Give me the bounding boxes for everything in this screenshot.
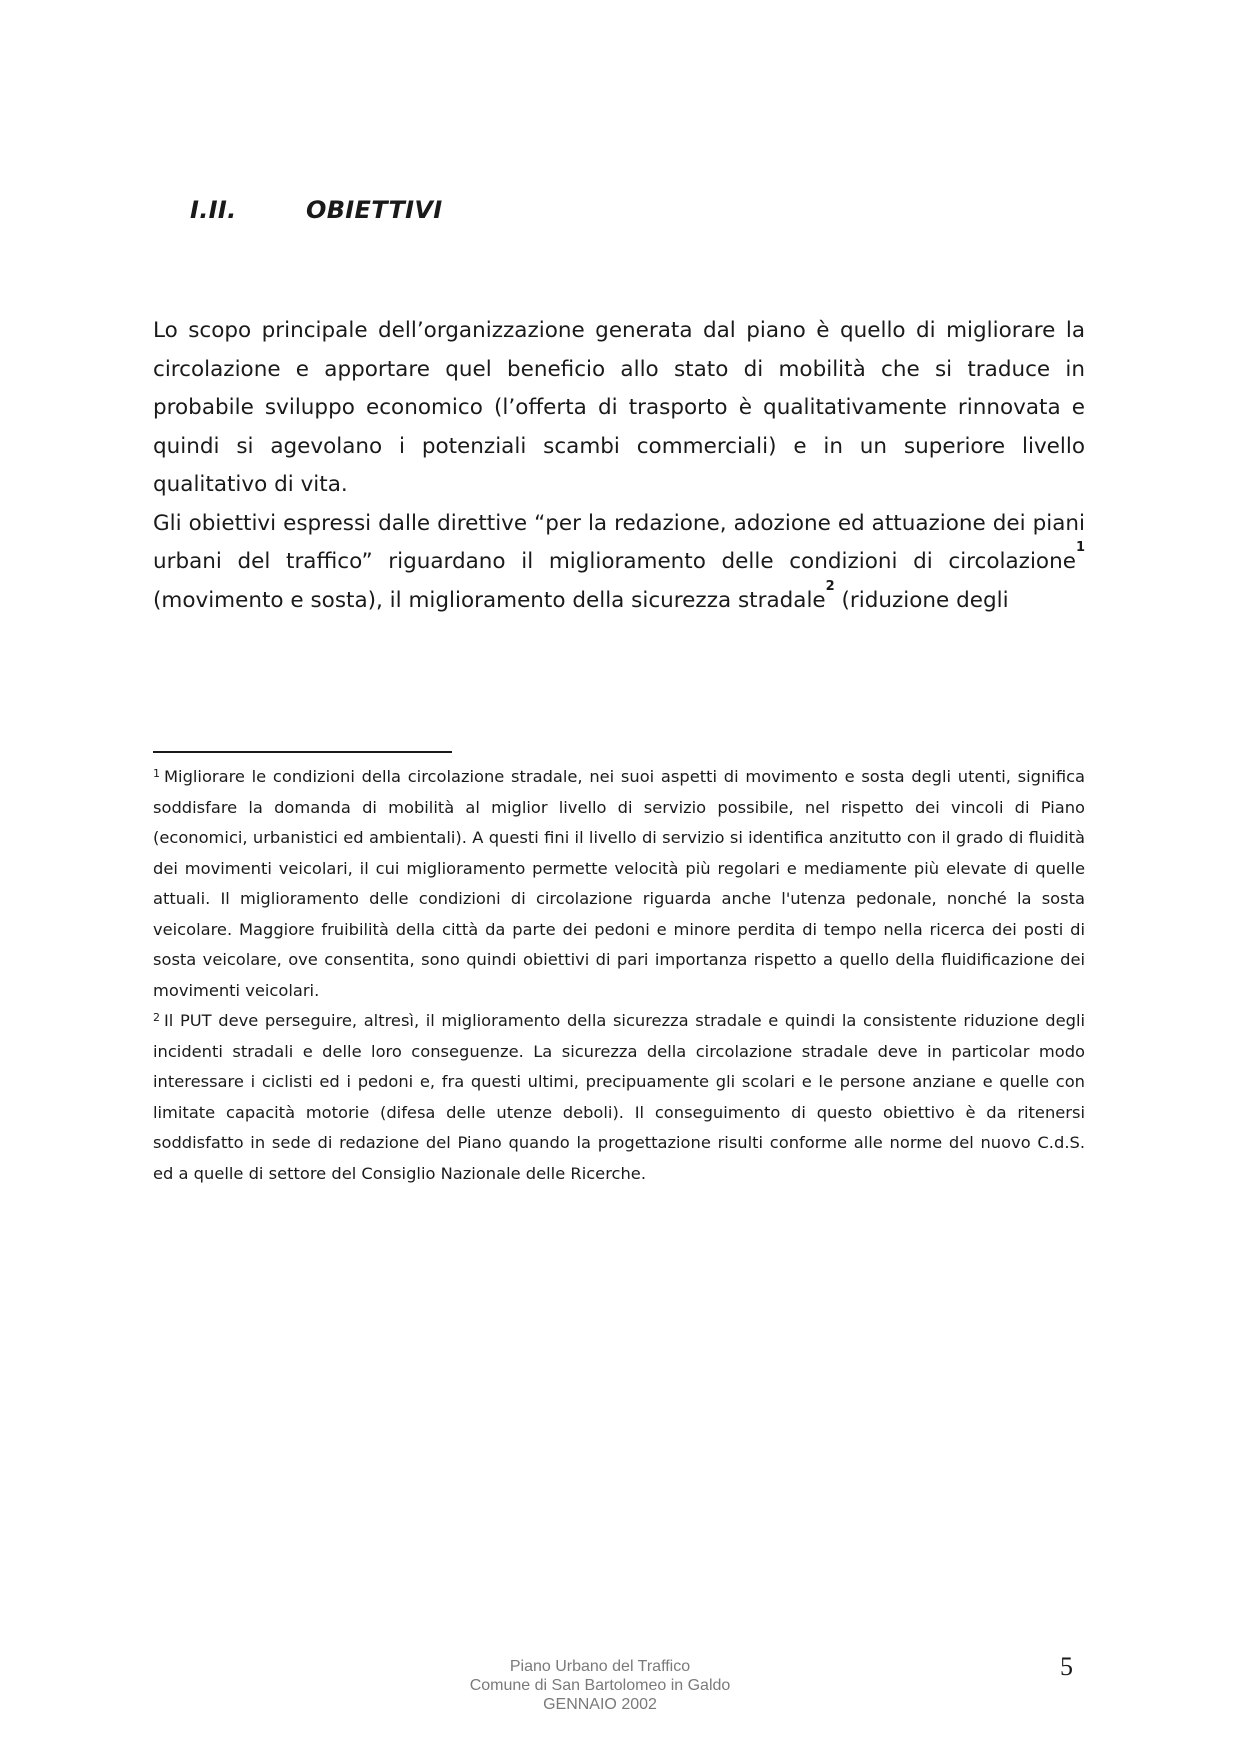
body-paragraph-2-part-1: Gli obiettivi espressi dalle direttive “per la redazione, adozione ed attuazione dei piani urbani del traffico” riguardano il miglioramento delle condizioni di circolazione bbox=[153, 510, 1085, 574]
footnote-1-mark: 1 bbox=[153, 767, 160, 780]
body-paragraph-2 bbox=[153, 505, 1085, 621]
body-paragraph-2-part-2: (movimento e sosta), il miglioramento della sicurezza stradale bbox=[153, 587, 826, 613]
footer-line-2: Comune di San Bartolomeo in Galdo bbox=[469, 1677, 731, 1694]
footnote-2-mark: 2 bbox=[153, 1011, 160, 1024]
footnote-1 bbox=[153, 762, 1085, 1006]
body-paragraph-2-part-3: (riduzione degli bbox=[834, 587, 1009, 613]
section-number: I.II. bbox=[190, 196, 237, 224]
footnote-2-text: Il PUT deve perseguire, altresì, il miglioramento della sicurezza stradale e quindi la consistente riduzione degli incidenti stradali e delle loro conseguenze. La sicurezza della circolazione stradale deve in particolar modo interessare i ciclisti ed i pedoni e, fra questi ultimi, precipuamente gli scolari e le persone anziane e quelle con limitate capacità motorie (difesa delle utenze deboli). Il conseguimento di questo obiettivo è da ritenersi soddisfatto in sede di redazione del Piano quando la progettazione risulti conforme alle norme del nuovo C.d.S. ed a quelle di settore del Consiglio Nazionale delle Ricerche. bbox=[153, 1011, 1085, 1183]
footnote-ref-2[interactable]: 2 bbox=[825, 578, 835, 594]
section-title: OBIETTIVI bbox=[306, 196, 443, 224]
footer-line-3: GENNAIO 2002 bbox=[543, 1696, 657, 1713]
page-footer bbox=[400, 1657, 800, 1714]
footnotes bbox=[153, 762, 1085, 1189]
footnote-ref-1[interactable]: 1 bbox=[1075, 540, 1085, 555]
footnote-2 bbox=[153, 1006, 1085, 1189]
body-paragraph-1: Lo scopo principale dell’organizzazione generata dal piano è quello di migliorare la circolazione e apportare quel beneficio allo stato di mobilità che si traduce in probabile sviluppo economico (l’offerta di trasporto è qualitativamente rinnovata e quindi si agevolano i potenziali scambi commerciali) e in un superiore livello qualitativo di vita. bbox=[153, 318, 1085, 497]
section-heading bbox=[190, 196, 442, 224]
page-number: 5 bbox=[1060, 1652, 1073, 1681]
footnote-1-text: Migliorare le condizioni della circolazione stradale, nei suoi aspetti di movimento e sosta degli utenti, significa soddisfare la domanda di mobilità al miglior livello di servizio possibile, nel rispetto dei vincoli di Piano (economici, urbanistici ed ambientali). A questi fini il livello di servizio si identifica anzitutto con il grado di fluidità dei movimenti veicolari, il cui miglioramento permette velocità più regolari e mediamente più elevate di quelle attuali. Il miglioramento delle condizioni di circolazione riguarda anche l'utenza pedonale, nonché la sosta veicolare. Maggiore fruibilità della città da parte dei pedoni e minore perdita di tempo nella ricerca dei posti di sosta veicolare, ove consentita, sono quindi obiettivi di pari importanza rispetto a quello della fluidificazione dei movimenti veicolari. bbox=[153, 767, 1085, 1000]
body-text bbox=[153, 312, 1085, 620]
footnote-separator bbox=[153, 751, 452, 753]
footer-line-1: Piano Urbano del Traffico bbox=[509, 1658, 691, 1675]
